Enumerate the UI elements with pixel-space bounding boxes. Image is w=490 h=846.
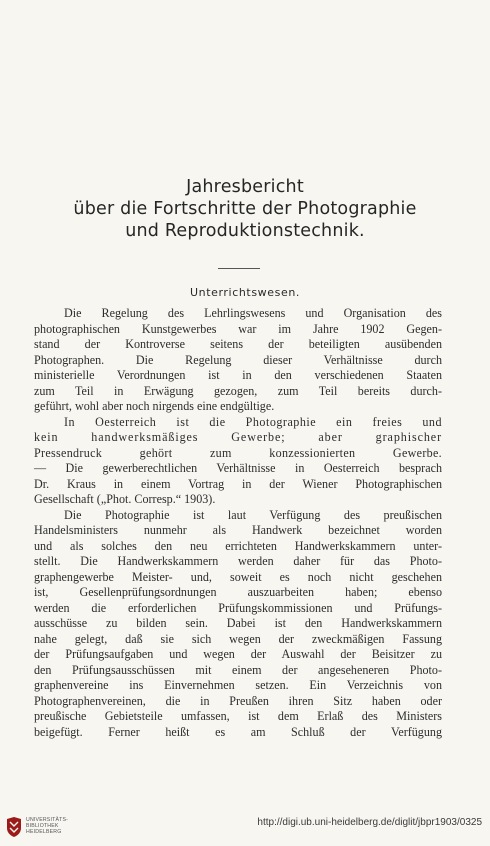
- title-line-3: und Reproduktionstechnik.: [125, 221, 365, 241]
- source-url-link[interactable]: http://digi.ub.uni-heidelberg.de/diglit/jbpr1903/0325: [257, 817, 482, 828]
- text-line: Die Photographie ist laut Verfügung des preußischen: [64, 507, 442, 522]
- text-line: Photographenvereinen, die in Preußen ihren Sitz haben oder: [34, 693, 442, 708]
- text-line: Pressendruck gehört zum konzessionierten Gewerbe.: [34, 445, 442, 460]
- text-line: In Oesterreich ist die Photographie ein freies und: [64, 414, 442, 429]
- logo-line: BIBLIOTHEK: [26, 823, 59, 830]
- body-text: [34, 306, 442, 740]
- text-line: — Die gewerberechtlichen Verhältnisse in Oesterreich besprach: [34, 461, 442, 475]
- library-logo[interactable]: [6, 814, 69, 840]
- text-line: kein handwerksmäßiges Gewerbe; aber graphischer: [34, 430, 442, 444]
- text-line: ministerielle Verordnungen ist in den verschiedenen Staaten: [34, 368, 442, 382]
- title-divider: [218, 268, 260, 269]
- text-line: stand der Kontroverse seitens der beteiligten ausübenden: [34, 337, 442, 351]
- text-line: beigefügt. Ferner heißt es am Schluß der Verfügung: [34, 724, 442, 739]
- text-line: stellt. Die Handwerkskammern werden daher für das Photo-: [34, 554, 442, 568]
- text-line: Gesellschaft („Phot. Corresp.“ 1903).: [34, 492, 216, 506]
- report-title: [0, 176, 490, 242]
- text-line: ist, Gesellenprüfungsordnungen auszuarbeiten haben; ebenso: [34, 585, 442, 599]
- text-line: werden die erforderlichen Prüfungskommissionen und Prüfungs-: [34, 600, 442, 615]
- library-logo-text: [26, 817, 68, 836]
- logo-line: UNIVERSITÄTS-: [26, 817, 69, 823]
- title-line-2: über die Fortschritte der Photographie: [73, 199, 417, 219]
- title-line-1: Jahresbericht: [186, 177, 304, 197]
- library-crest-icon: [6, 816, 22, 838]
- text-line: Dr. Kraus in einem Vortrag in der Wiener Photographischen: [34, 476, 442, 491]
- section-heading: Unterrichtswesen.: [189, 286, 300, 299]
- text-line: preußische Gebietsteile umfassen, ist dem Erlaß des Ministers: [34, 709, 442, 723]
- text-line: zum Teil in Erwägung gezogen, zum Teil bereits durch-: [34, 383, 442, 398]
- text-line: und als solches den neu errichteten Handwerkskammern unter-: [34, 538, 442, 553]
- text-line: graphenvereine ins Einvernehmen setzen. Ein Verzeichnis von: [34, 678, 442, 692]
- text-line: nahe gelegt, daß sie sich wegen der zweckmäßigen Fassung: [34, 631, 442, 646]
- text-line: photographischen Kunstgewerbes war im Jahre 1902 Gegen-: [34, 321, 442, 336]
- text-line: Handelsministers nunmehr als Handwerk bezeichnet worden: [34, 523, 442, 537]
- logo-line: HEIDELBERG: [26, 829, 62, 836]
- text-line: geführt, wohl aber noch nirgends eine endgültige.: [34, 399, 275, 413]
- text-line: graphengewerbe Meister- und, soweit es noch nicht geschehen: [34, 569, 442, 584]
- text-line: ausschüsse zu bilden sein. Dabei ist den Handwerkskammern: [34, 616, 442, 630]
- text-line: den Prüfungsausschüssen mit einem der angeseheneren Photo-: [34, 662, 442, 677]
- text-line: Die Regelung des Lehrlingswesens und Organisation des: [64, 306, 442, 320]
- text-line: der Prüfungsaufgaben und wegen der Auswahl der Beisitzer zu: [34, 647, 442, 661]
- text-line: Photographen. Die Regelung dieser Verhältnisse durch: [34, 352, 442, 367]
